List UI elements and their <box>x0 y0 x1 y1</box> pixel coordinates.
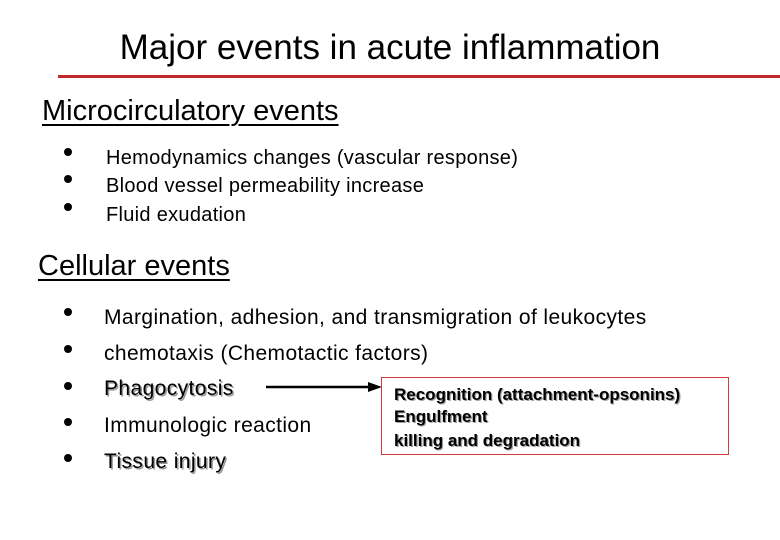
slide-title: Major events in acute inflammation <box>119 28 661 67</box>
bullet-icon <box>64 148 72 156</box>
microcirculatory-item: Hemodynamics changes (vascular response) <box>106 147 519 169</box>
bullet-icon <box>64 382 72 390</box>
cellular-item-phagocytosis: Phagocytosis <box>104 377 234 400</box>
bullet-icon <box>64 418 72 426</box>
bullet-icon <box>64 345 72 353</box>
microcirculatory-heading: Microcirculatory events <box>42 95 339 127</box>
bullet-icon <box>64 454 72 462</box>
arrow-right-icon <box>266 380 384 394</box>
phagocytosis-step: killing and degradation <box>394 431 581 450</box>
cellular-item: Immunologic reaction <box>104 414 312 437</box>
microcirculatory-item: Fluid exudation <box>106 204 247 226</box>
bullet-icon <box>64 175 72 183</box>
phagocytosis-step: Recognition (attachment-opsonins) <box>394 385 681 404</box>
cellular-item-tissue-injury: Tissue injury <box>104 450 227 473</box>
title-divider <box>58 75 780 78</box>
microcirculatory-item: Blood vessel permeability increase <box>106 175 425 197</box>
phagocytosis-step: Engulfment <box>394 407 488 426</box>
bullet-icon <box>64 308 72 316</box>
cellular-item: chemotaxis (Chemotactic factors) <box>104 342 429 365</box>
cellular-item: Margination, adhesion, and transmigration of leukocytes <box>104 306 647 329</box>
cellular-heading: Cellular events <box>38 250 230 282</box>
bullet-icon <box>64 203 72 211</box>
